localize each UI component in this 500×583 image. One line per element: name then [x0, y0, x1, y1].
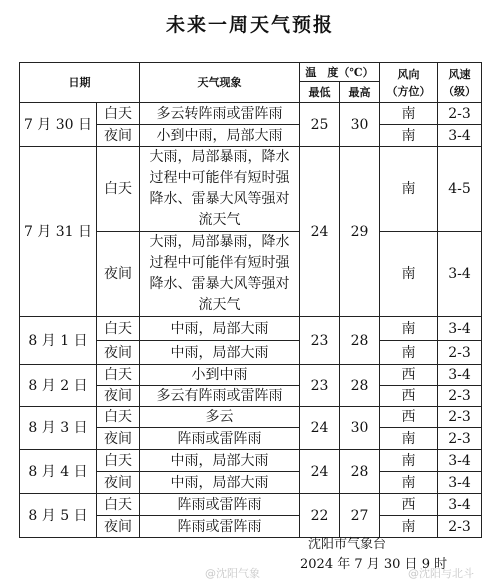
table-row	[20, 407, 482, 428]
wind-speed-cell: 3-4	[438, 365, 482, 386]
period-cell: 夜间	[97, 472, 140, 494]
period-cell: 夜间	[97, 428, 140, 450]
wind-speed-cell: 2-3	[438, 386, 482, 407]
wind-speed-cell: 2-3	[438, 428, 482, 450]
table-row	[20, 317, 482, 341]
weather-cell: 中雨，局部大雨	[140, 472, 300, 494]
period-cell: 白天	[97, 407, 140, 428]
wind-speed-cell: 3-4	[438, 494, 482, 516]
temp-max-cell: 29	[340, 147, 380, 317]
wind-speed-cell: 2-3	[438, 341, 482, 365]
period-cell: 夜间	[97, 232, 140, 317]
header-phenomenon: 天气现象	[140, 63, 300, 103]
period-cell: 白天	[97, 365, 140, 386]
issue-datetime: 2024 年 7 月 30 日 9 时	[300, 557, 448, 572]
table-row	[20, 450, 482, 472]
weather-cell: 大雨，局部暴雨，降水过程中可能伴有短时强降水、雷暴大风等强对流天气	[140, 232, 300, 317]
temp-max-cell: 27	[340, 494, 380, 538]
wind-dir-cell: 南	[380, 516, 438, 538]
date-cell: 8 月 2 日	[20, 365, 97, 407]
header-temp-max: 最高	[340, 82, 380, 103]
weather-cell: 阵雨或雷阵雨	[140, 494, 300, 516]
temp-max-cell: 28	[340, 317, 380, 365]
wind-dir-cell: 南	[380, 232, 438, 317]
weather-cell: 阵雨或雷阵雨	[140, 428, 300, 450]
wind-speed-cell: 3-4	[438, 125, 482, 147]
weather-cell: 小到中雨	[140, 365, 300, 386]
temp-min-cell: 24	[300, 407, 340, 450]
wind-dir-cell: 南	[380, 341, 438, 365]
header-temp-min: 最低	[300, 82, 340, 103]
table-row	[20, 494, 482, 516]
page-title: 未来一周天气预报	[165, 14, 334, 36]
weather-cell: 多云转阵雨或雷阵雨	[140, 103, 300, 125]
period-cell: 夜间	[97, 386, 140, 407]
header-wind-direction-unit: （方位）	[386, 84, 431, 98]
temp-max-cell: 28	[340, 450, 380, 494]
issuer-name: 沈阳市气象台	[308, 537, 387, 552]
period-cell: 白天	[97, 317, 140, 341]
period-cell: 夜间	[97, 125, 140, 147]
weather-cell: 中雨，局部大雨	[140, 450, 300, 472]
period-cell: 白天	[97, 103, 140, 125]
temp-min-cell: 23	[300, 365, 340, 407]
wind-dir-cell: 西	[380, 365, 438, 386]
date-cell: 8 月 3 日	[20, 407, 97, 450]
temp-min-cell: 25	[300, 103, 340, 147]
temp-max-cell: 30	[340, 407, 380, 450]
period-cell: 白天	[97, 147, 140, 232]
wind-dir-cell: 南	[380, 450, 438, 472]
wind-speed-cell: 3-4	[438, 450, 482, 472]
wind-speed-cell: 2-3	[438, 516, 482, 538]
forecast-table	[19, 62, 482, 538]
wind-dir-cell: 西	[380, 407, 438, 428]
temp-min-cell: 24	[300, 147, 340, 317]
wind-dir-cell: 西	[380, 386, 438, 407]
temp-max-cell: 30	[340, 103, 380, 147]
header-temperature: 温 度（℃）	[300, 63, 380, 82]
wind-dir-cell: 南	[380, 125, 438, 147]
temp-max-cell: 28	[340, 365, 380, 407]
header-wind-speed-unit: （级）	[443, 84, 476, 98]
header-date: 日期	[20, 63, 140, 103]
wind-speed-cell: 3-4	[438, 232, 482, 317]
wind-dir-cell: 南	[380, 472, 438, 494]
weather-cell: 阵雨或雷阵雨	[140, 516, 300, 538]
table-row	[20, 365, 482, 386]
temp-min-cell: 23	[300, 317, 340, 365]
weather-cell: 中雨，局部大雨	[140, 341, 300, 365]
watermark-right: @沈阳与北斗	[408, 567, 474, 580]
temp-min-cell: 22	[300, 494, 340, 538]
weather-cell: 多云有阵雨或雷阵雨	[140, 386, 300, 407]
wind-speed-cell: 3-4	[438, 317, 482, 341]
temp-min-cell: 24	[300, 450, 340, 494]
weather-cell: 大雨，局部暴雨，降水过程中可能伴有短时强降水、雷暴大风等强对流天气	[140, 147, 300, 232]
period-cell: 夜间	[97, 341, 140, 365]
date-cell: 7 月 31 日	[20, 147, 97, 317]
wind-dir-cell: 南	[380, 147, 438, 232]
wind-speed-cell: 2-3	[438, 407, 482, 428]
watermark-left: @沈阳气象	[205, 567, 260, 580]
wind-speed-cell: 2-3	[438, 103, 482, 125]
weather-cell: 中雨，局部大雨	[140, 317, 300, 341]
wind-speed-cell: 4-5	[438, 147, 482, 232]
date-cell: 7 月 30 日	[20, 103, 97, 147]
period-cell: 白天	[97, 494, 140, 516]
weather-cell: 小到中雨，局部大雨	[140, 125, 300, 147]
date-cell: 8 月 4 日	[20, 450, 97, 494]
wind-dir-cell: 南	[380, 317, 438, 341]
header-wind-speed	[438, 63, 482, 103]
table-row	[20, 147, 482, 232]
header-wind-direction	[380, 63, 438, 103]
period-cell: 白天	[97, 450, 140, 472]
wind-dir-cell: 南	[380, 103, 438, 125]
header-wind-speed-label: 风速	[448, 67, 471, 81]
date-cell: 8 月 1 日	[20, 317, 97, 365]
wind-dir-cell: 西	[380, 494, 438, 516]
wind-dir-cell: 南	[380, 428, 438, 450]
date-cell: 8 月 5 日	[20, 494, 97, 538]
weather-cell: 多云	[140, 407, 300, 428]
wind-speed-cell: 3-4	[438, 472, 482, 494]
header-wind-direction-label: 风向	[397, 67, 420, 81]
table-row	[20, 103, 482, 125]
period-cell: 夜间	[97, 516, 140, 538]
